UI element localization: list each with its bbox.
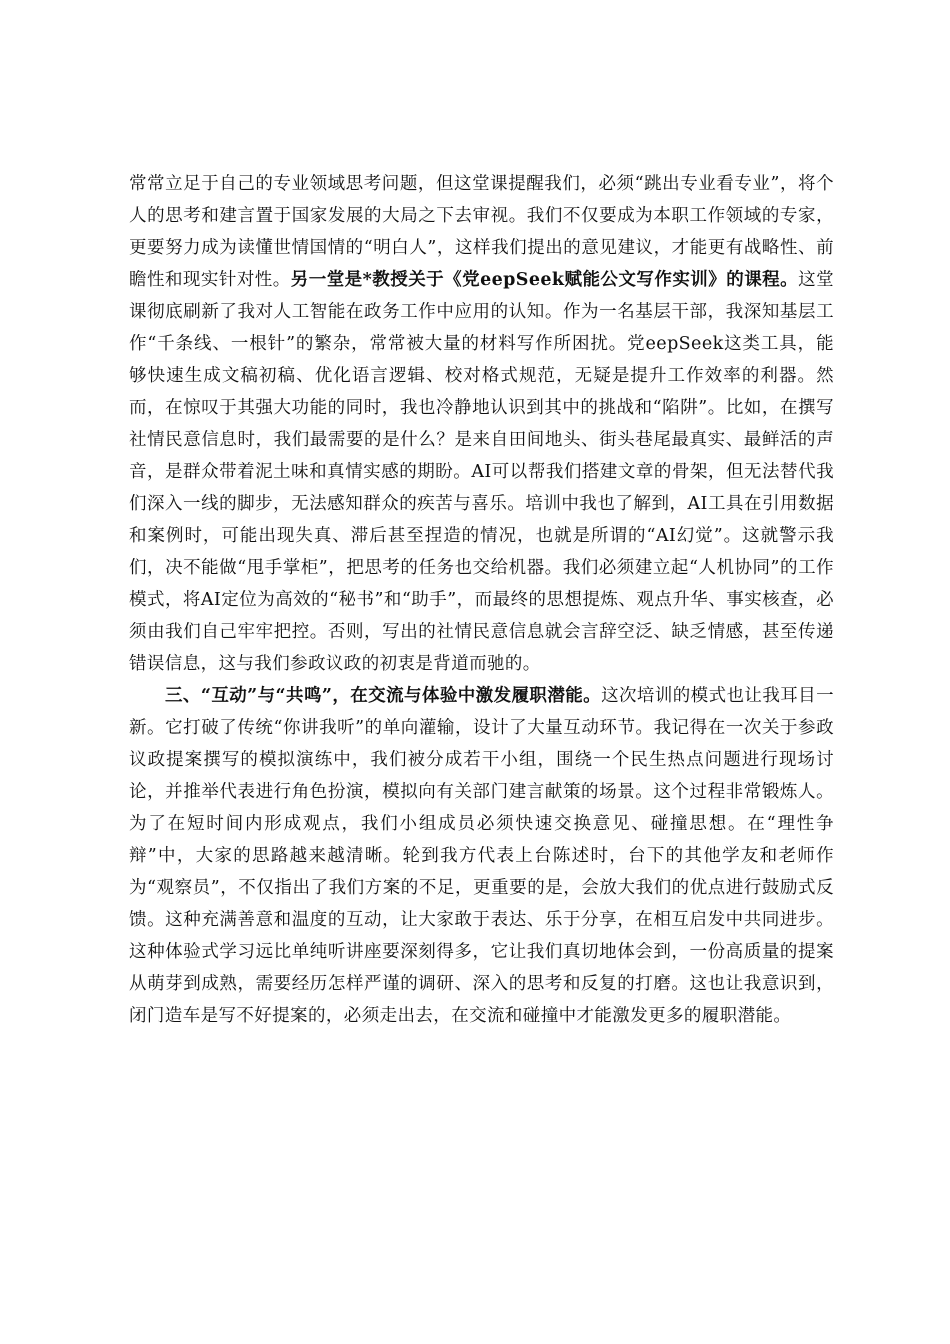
paragraph-1-text-c: 这堂课彻底刷新了我对人工智能在政务工作中应用的认知。作为一名基层干部，我深知基层工作“千条线、一根针”的繁杂，常常被大量的材料写作所困扰。党eepSeek这类工具，能够快速生成文稿初稿、优化语言逻辑、校对格式规范，无疑是提升工作效率的利器。然而，在惊叹于其强大功能的同时，我也冷静地认识到其中的挑战和“陷阱”。比如，在撰写社情民意信息时，我们最需要的是什么？是来自田间地头、街头巷尾最真实、最鲜活的声音，是群众带着泥土味和真情实感的期盼。AI可以帮我们搭建文章的骨架，但无法替代我们深入一线的脚步，无法感知群众的疾苦与喜乐。培训中我也了解到，AI工具在引用数据和案例时，可能出现失真、滞后甚至捏造的情况，也就是所谓的“AI幻觉”。这就警示我们，决不能做“甩手掌柜”，把思考的任务也交给机器。我们必须建立起“人机协同”的工作模式，将AI定位为高效的“秘书”和“助手”，而最终的思想提炼、观点升华、事实核查，必须由我们自己牢牢把控。否则，写出的社情民意信息就会言辞空泛、缺乏情感，甚至传递错误信息，这与我们参政议政的初衷是背道而驰的。 [129,270,834,674]
paragraph-2 [129,680,834,1032]
paragraph-1-text-a: 常常立足于自己的专业领域思考问题，但这堂课提醒我们，必须“跳出专业看专业”，将个人的思考和建言置于国家发展的大局之下去审视。我们不仅要成为本职工作领域的专家，更要努力成为读懂世情国情的“明白人”，这样我们提出的意见建议，才能更有战略性、前瞻性和现实针对性。 [129,174,834,290]
paragraph-1 [129,168,834,680]
paragraph-1-bold-sentence: 另一堂是*教授关于《党eepSeek赋能公文写作实训》的课程。 [290,270,799,290]
paragraph-2-text: 这次培训的模式也让我耳目一新。它打破了传统“你讲我听”的单向灌输，设计了大量互动环节。我记得在一次关于参政议政提案撰写的模拟演练中，我们被分成若干小组，围绕一个民生热点问题进行现场讨论，并推举代表进行角色扮演，模拟向有关部门建言献策的场景。这个过程非常锻炼人。为了在短时间内形成观点，我们小组成员必须快速交换意见、碰撞思想。在“理性争辩”中，大家的思路越来越清晰。轮到我方代表上台陈述时，台下的其他学友和老师作为“观察员”，不仅指出了我们方案的不足，更重要的是，会放大我们的优点进行鼓励式反馈。这种充满善意和温度的互动，让大家敢于表达、乐于分享，在相互启发中共同进步。这种体验式学习远比单纯听讲座要深刻得多，它让我们真切地体会到，一份高质量的提案从萌芽到成熟，需要经历怎样严谨的调研、深入的思考和反复的打磨。这也让我意识到，闭门造车是写不好提案的，必须走出去，在交流和碰撞中才能激发更多的履职潜能。 [129,686,834,1026]
document-body [129,168,834,1032]
section-3-heading: 三、“互动”与“共鸣”，在交流与体验中激发履职潜能。 [165,686,602,706]
